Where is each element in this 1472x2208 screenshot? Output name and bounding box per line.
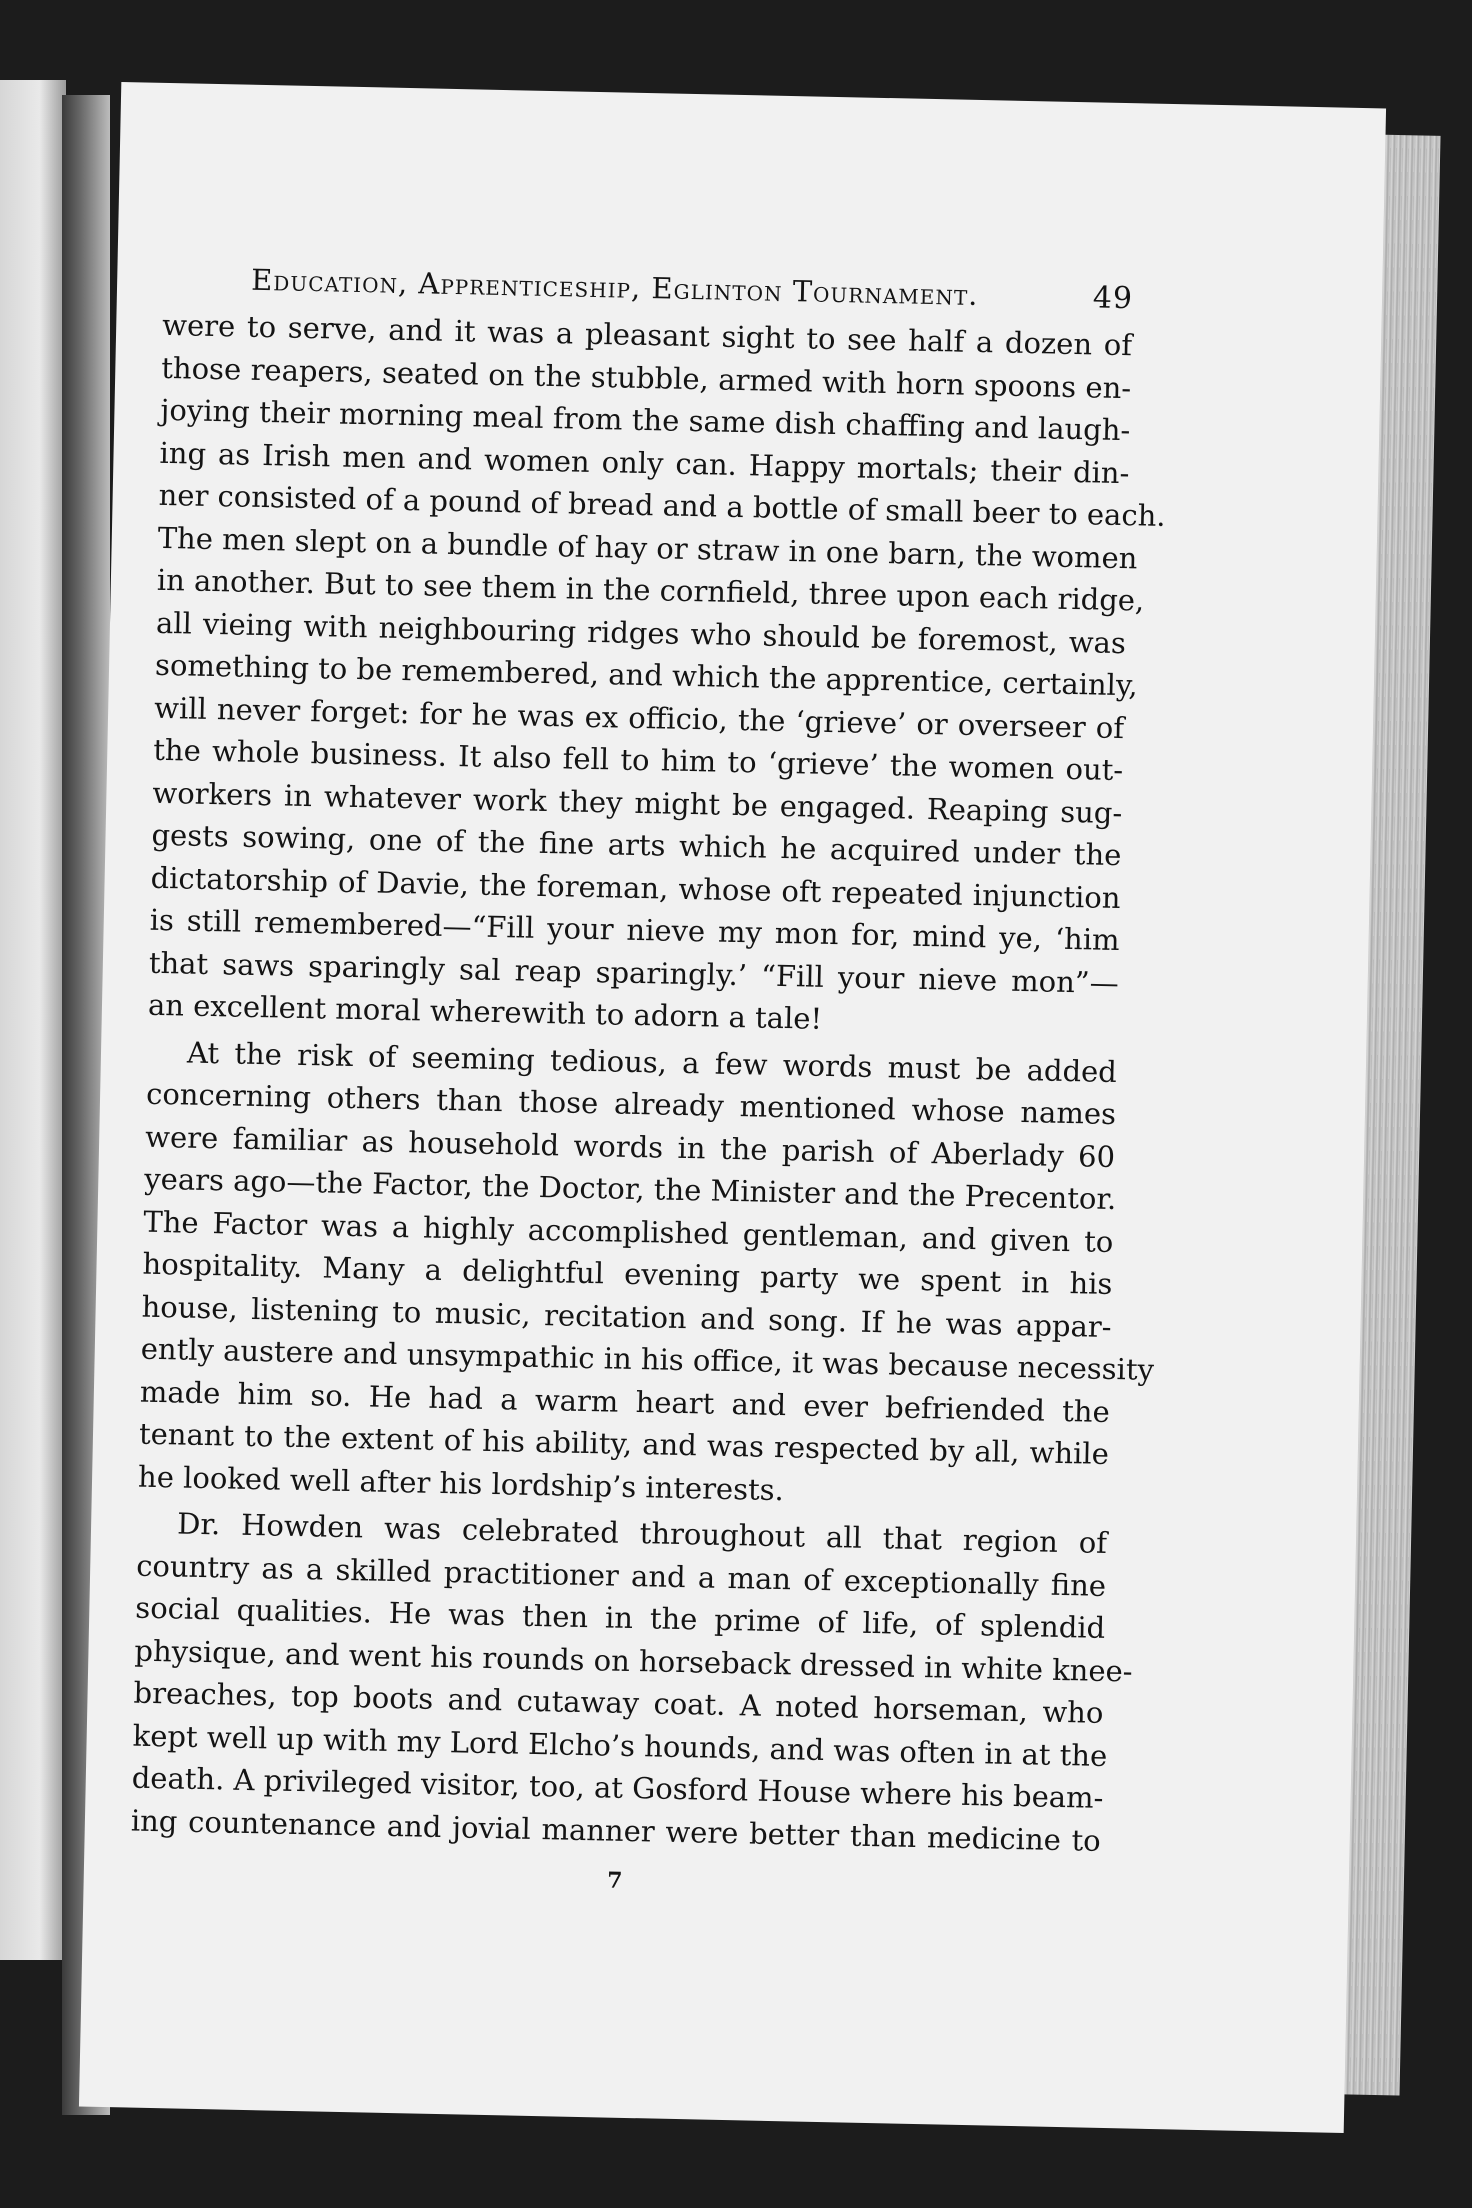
text-line: something to be remembered, and which the apprentice, certainly,	[154, 647, 1139, 703]
text-line: kept well up with my Lord Elcho’s hounds, and was often in at the	[132, 1718, 1108, 1773]
paragraph	[130, 1502, 1133, 1862]
page-number: 49	[1092, 280, 1134, 317]
text-line: ing countenance and jovial manner were better than medicine to	[130, 1803, 1102, 1858]
text-line: social qualities. He was then in the prime of life, of splendid	[135, 1590, 1106, 1645]
text-line: is still remembered—“Fill your nieve my mon for, mind ye, ‘him	[149, 902, 1120, 958]
text-line: hospitality. Many a delightful evening party we spent in his	[142, 1246, 1113, 1301]
running-head-title: Education, Apprenticeship, Eglinton Tournament.	[250, 262, 979, 312]
text-line: The men slept on a bundle of hay or straw in one barn, the women	[157, 520, 1138, 575]
text-line: that saws sparingly sal reap sparingly.’ “Fill your nieve mon”—	[148, 945, 1120, 1000]
text-line: physique, and went his rounds on horseback dressed in white knee-	[134, 1633, 1133, 1688]
text-line: dictatorship of Davie, the foreman, whose oft repeated injunction	[150, 860, 1121, 915]
text-line: ner consisted of a pound of bread and a bottle of small beer to each.	[158, 477, 1166, 533]
text-line: death. A privileged visitor, too, at Gosford House where his beam-	[131, 1760, 1104, 1815]
facing-page-edge	[0, 80, 66, 1960]
page-content	[130, 261, 1166, 1904]
paragraph	[137, 1030, 1155, 1518]
paragraph	[147, 304, 1166, 1047]
text-line: were to serve, and it was a pleasant sight to see half a dozen of	[161, 307, 1133, 363]
text-line: breaches, top boots and cutaway coat. A noted horseman, who	[133, 1675, 1104, 1730]
text-line: workers in whatever work they might be engaged. Reaping sug-	[152, 775, 1123, 830]
text-line: made him so. He had a warm heart and ever befriended the	[139, 1374, 1111, 1429]
text-line: in another. But to see them in the cornfield, three upon each ridge,	[156, 562, 1145, 618]
text-line: the whole business. It also fell to him to ‘grieve’ the women out-	[153, 732, 1124, 788]
text-line: those reapers, seated on the stubble, armed with horn spoons en-	[161, 350, 1132, 405]
text-line: tenant to the extent of his ability, and was respected by all, while	[138, 1416, 1110, 1471]
text-line: gests sowing, one of the fine arts which he acquired under the	[151, 817, 1122, 873]
book-page	[79, 82, 1386, 2133]
text-line: were familiar as household words in the parish of Aberlady 60	[144, 1119, 1116, 1174]
signature-mark: 7	[606, 1867, 623, 1894]
text-line: will never forget: for he was ex officio, the ‘grieve’ or overseer of	[153, 690, 1125, 745]
text-line: At the risk of seeming tedious, a few words must be added	[186, 1035, 1118, 1089]
text-line: house, listening to music, recitation and song. If he was appar-	[141, 1289, 1112, 1344]
text-line: years ago—the Factor, the Doctor, the Minister and the Precentor.	[144, 1161, 1117, 1217]
text-line: concerning others than those already mentioned whose names	[145, 1076, 1117, 1132]
text-line: all vieing with neighbouring ridges who should be foremost, was	[155, 605, 1127, 660]
text-line: he looked well after his lordship’s interests.	[137, 1459, 785, 1507]
text-line: The Factor was a highly accomplished gentleman, and given to	[143, 1204, 1114, 1259]
text-line: an excellent moral wherewith to adorn a tale!	[147, 987, 823, 1036]
text-line: ing as Irish men and women only can. Happy mortals; their din-	[159, 435, 1130, 490]
text-line: ently austere and unsympathic in his office, it was because necessity	[140, 1331, 1155, 1387]
text-line: country as a skilled practitioner and a man of exceptionally fine	[135, 1548, 1107, 1603]
text-line: Dr. Howden was celebrated throughout all that region of	[176, 1506, 1108, 1560]
text-line: joying their morning meal from the same dish chaffing and laugh-	[160, 392, 1131, 448]
